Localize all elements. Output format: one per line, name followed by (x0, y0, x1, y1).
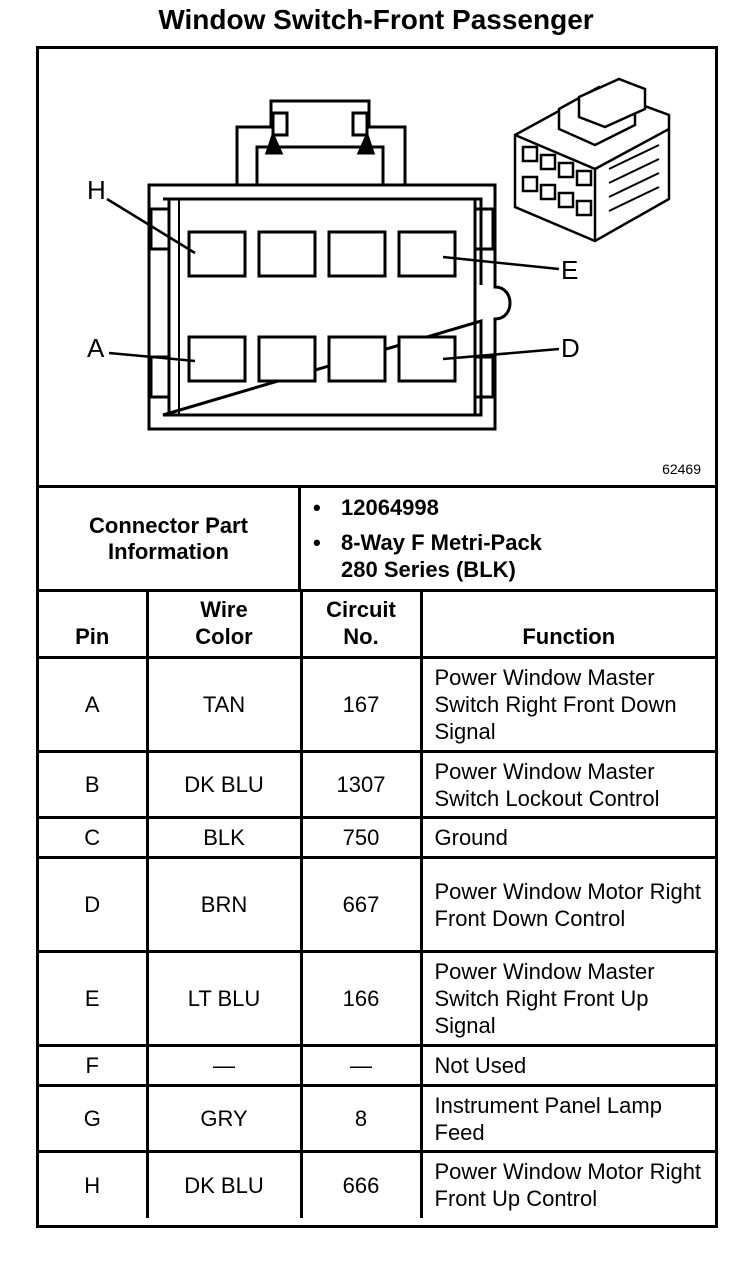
connector-3d-illustration (515, 79, 669, 241)
connector-info-list (301, 488, 715, 589)
table-row (39, 752, 715, 818)
pin-cell: A (39, 658, 147, 752)
table-header-row (39, 591, 715, 658)
circuit-cell: 166 (301, 952, 421, 1046)
pin-cell: B (39, 752, 147, 818)
pin-cell: H (39, 1152, 147, 1218)
pin-cell: G (39, 1086, 147, 1152)
pin-label-h: H (87, 175, 106, 205)
circuit-cell: 666 (301, 1152, 421, 1218)
circuit-cell: — (301, 1046, 421, 1086)
pin-label-e: E (561, 255, 579, 285)
function-header: Function (421, 591, 715, 658)
pin-cell: F (39, 1046, 147, 1086)
wire-color-cell: GRY (147, 1086, 301, 1152)
function-cell: Power Window Motor Right Front Down Control (421, 858, 715, 952)
pin-cell: C (39, 818, 147, 858)
function-cell: Instrument Panel Lamp Feed (421, 1086, 715, 1152)
connector-type: • 8-Way F Metri-Pack 280 Series (BLK) (341, 529, 715, 583)
circuit-cell: 750 (301, 818, 421, 858)
wire-color-cell: TAN (147, 658, 301, 752)
connector-diagram (39, 49, 715, 485)
wire-color-cell: LT BLU (147, 952, 301, 1046)
circuit-header: Circuit No. (301, 591, 421, 658)
function-cell: Power Window Master Switch Right Front Down Signal (421, 658, 715, 752)
circuit-cell: 167 (301, 658, 421, 752)
function-cell: Power Window Motor Right Front Up Control (421, 1152, 715, 1218)
connector-part-info (39, 485, 715, 589)
connector-face-drawing (39, 49, 715, 485)
circuit-cell: 8 (301, 1086, 421, 1152)
connector-info-label: Connector Part Information (39, 488, 301, 589)
table-row (39, 658, 715, 752)
wire-color-header: Wire Color (147, 591, 301, 658)
circuit-cell: 667 (301, 858, 421, 952)
part-number: • 12064998 (341, 494, 715, 521)
pinout-table (39, 589, 715, 1218)
wire-color-cell: DK BLU (147, 752, 301, 818)
pin-cell: D (39, 858, 147, 952)
table-row (39, 1152, 715, 1218)
function-cell: Power Window Master Switch Lockout Control (421, 752, 715, 818)
function-cell: Ground (421, 818, 715, 858)
function-cell: Not Used (421, 1046, 715, 1086)
pin-label-a: A (87, 333, 105, 363)
table-row (39, 1046, 715, 1086)
table-row (39, 1086, 715, 1152)
pin-header: Pin (39, 591, 147, 658)
pin-cell: E (39, 952, 147, 1046)
pin-label-d: D (561, 333, 580, 363)
wire-color-cell: — (147, 1046, 301, 1086)
wire-color-cell: BRN (147, 858, 301, 952)
function-cell: Power Window Master Switch Right Front Up Signal (421, 952, 715, 1046)
table-row (39, 818, 715, 858)
table-row (39, 952, 715, 1046)
connector-frame (36, 46, 718, 1228)
figure-number: 62469 (662, 461, 701, 477)
circuit-cell: 1307 (301, 752, 421, 818)
page-title: Window Switch-Front Passenger (158, 4, 594, 35)
wire-color-cell: BLK (147, 818, 301, 858)
wire-color-cell: DK BLU (147, 1152, 301, 1218)
table-row (39, 858, 715, 952)
